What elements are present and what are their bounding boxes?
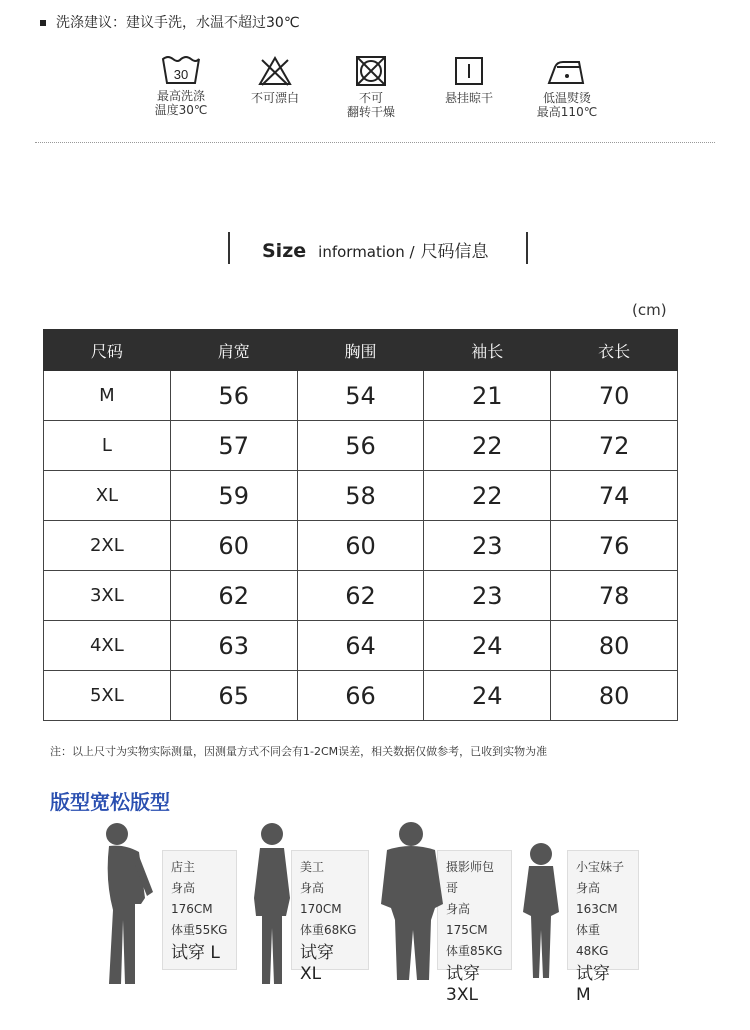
- table-cell: XL: [44, 471, 171, 521]
- table-cell: 22: [424, 471, 551, 521]
- model-weight: 体重48KG: [576, 923, 609, 958]
- model-try-size: 试穿 M: [576, 964, 610, 1005]
- table-cell: 63: [170, 621, 297, 671]
- care-no-tumble: [326, 55, 416, 119]
- table-header: 胸围: [297, 330, 424, 371]
- model-try-size: 试穿 XL: [300, 943, 334, 984]
- table-row: [44, 671, 678, 721]
- hang-dry-icon: [452, 55, 486, 87]
- table-cell: 60: [297, 521, 424, 571]
- table-cell: 64: [297, 621, 424, 671]
- table-cell: 21: [424, 371, 551, 421]
- measurement-note: 注：以上尺寸为实物实际测量，因测量方式不同会有1-2CM误差，相关数据仅做参考，已收到实物为准: [50, 745, 548, 758]
- unit-label: (cm): [632, 301, 667, 319]
- size-title: Size: [262, 240, 307, 262]
- model-role: 店主: [171, 860, 196, 874]
- table-cell: 22: [424, 421, 551, 471]
- table-cell: 80: [551, 621, 678, 671]
- model-role: 小宝妹子: [576, 860, 625, 874]
- table-cell: 80: [551, 671, 678, 721]
- model-height: 身高176CM: [171, 881, 213, 916]
- table-cell: 3XL: [44, 571, 171, 621]
- size-header: [228, 232, 528, 264]
- table-row: [44, 471, 678, 521]
- table-cell: 4XL: [44, 621, 171, 671]
- table-header: 衣长: [551, 330, 678, 371]
- care-label: 翻转干燥: [346, 105, 395, 119]
- table-cell: 66: [297, 671, 424, 721]
- table-row: [44, 571, 678, 621]
- table-cell: 62: [297, 571, 424, 621]
- care-label: 悬挂晾干: [444, 91, 493, 105]
- table-cell: 56: [170, 371, 297, 421]
- person-silhouette-icon: [242, 820, 302, 990]
- model-try-size: 试穿3XL: [446, 964, 480, 1005]
- table-cell: 76: [551, 521, 678, 571]
- model-card: [567, 850, 639, 1005]
- table-cell: 56: [297, 421, 424, 471]
- table-header: 肩宽: [170, 330, 297, 371]
- table-cell: 24: [424, 671, 551, 721]
- table-cell: 2XL: [44, 521, 171, 571]
- divider: [35, 142, 715, 143]
- model-weight: 体重55KG: [171, 923, 228, 937]
- model-try-size: 试穿 L: [171, 943, 220, 963]
- table-cell: 65: [170, 671, 297, 721]
- table-cell: 70: [551, 371, 678, 421]
- table-cell: 60: [170, 521, 297, 571]
- table-header: 袖长: [424, 330, 551, 371]
- table-cell: 23: [424, 521, 551, 571]
- size-title-cn: 尺码信息: [420, 242, 489, 262]
- care-hang-dry: [424, 55, 514, 105]
- care-label: 温度30℃: [154, 103, 208, 117]
- table-cell: 72: [551, 421, 678, 471]
- table-header: 尺码: [44, 330, 171, 371]
- wash-advice: [40, 12, 300, 32]
- divider-bar: [526, 232, 528, 264]
- model-height: 身高163CM: [576, 881, 618, 916]
- fit-title: 版型宽松版型: [50, 790, 170, 814]
- table-row: [44, 521, 678, 571]
- table-cell: 74: [551, 471, 678, 521]
- care-label: 不可: [358, 91, 383, 105]
- model-height: 身高175CM: [446, 902, 488, 937]
- care-icons: [0, 55, 750, 135]
- table-cell: 54: [297, 371, 424, 421]
- model-card: [291, 850, 369, 984]
- person-silhouette-icon: [513, 820, 569, 990]
- table-cell: M: [44, 371, 171, 421]
- table-cell: 62: [170, 571, 297, 621]
- table-cell: L: [44, 421, 171, 471]
- model-weight: 体重85KG: [446, 944, 503, 958]
- svg-text:30: 30: [173, 67, 189, 82]
- model-weight: 体重68KG: [300, 923, 357, 937]
- care-label: 最高洗涤: [156, 89, 205, 103]
- table-cell: 23: [424, 571, 551, 621]
- table-header-row: [44, 330, 678, 371]
- no-bleach-icon: [257, 55, 293, 87]
- size-subtitle: information /: [318, 243, 415, 261]
- table-cell: 59: [170, 471, 297, 521]
- low-iron-icon: [545, 55, 589, 87]
- table-cell: 58: [297, 471, 424, 521]
- table-row: [44, 621, 678, 671]
- table-cell: 57: [170, 421, 297, 471]
- model-height: 身高170CM: [300, 881, 342, 916]
- care-label: 低温熨烫: [542, 91, 591, 105]
- person-silhouette-icon: [373, 820, 453, 990]
- size-table: [43, 329, 678, 721]
- table-row: [44, 421, 678, 471]
- person-silhouette-icon: [95, 820, 175, 990]
- table-cell: 5XL: [44, 671, 171, 721]
- divider-bar: [228, 232, 230, 264]
- table-row: [44, 371, 678, 421]
- care-wash-30: [136, 55, 226, 117]
- care-label: 不可漂白: [250, 91, 299, 105]
- wash-advice-text: 洗涤建议：建议手洗，水温不超过30℃: [56, 15, 300, 31]
- care-low-iron: [522, 55, 612, 119]
- wash-30-icon: [160, 55, 202, 85]
- table-cell: 78: [551, 571, 678, 621]
- bullet-icon: [40, 20, 46, 26]
- care-label: 最高110℃: [536, 105, 598, 119]
- table-cell: 24: [424, 621, 551, 671]
- model-role: 摄影师包哥: [446, 860, 495, 895]
- model-role: 美工: [300, 860, 325, 874]
- care-no-bleach: [230, 55, 320, 105]
- no-tumble-dry-icon: [354, 55, 388, 87]
